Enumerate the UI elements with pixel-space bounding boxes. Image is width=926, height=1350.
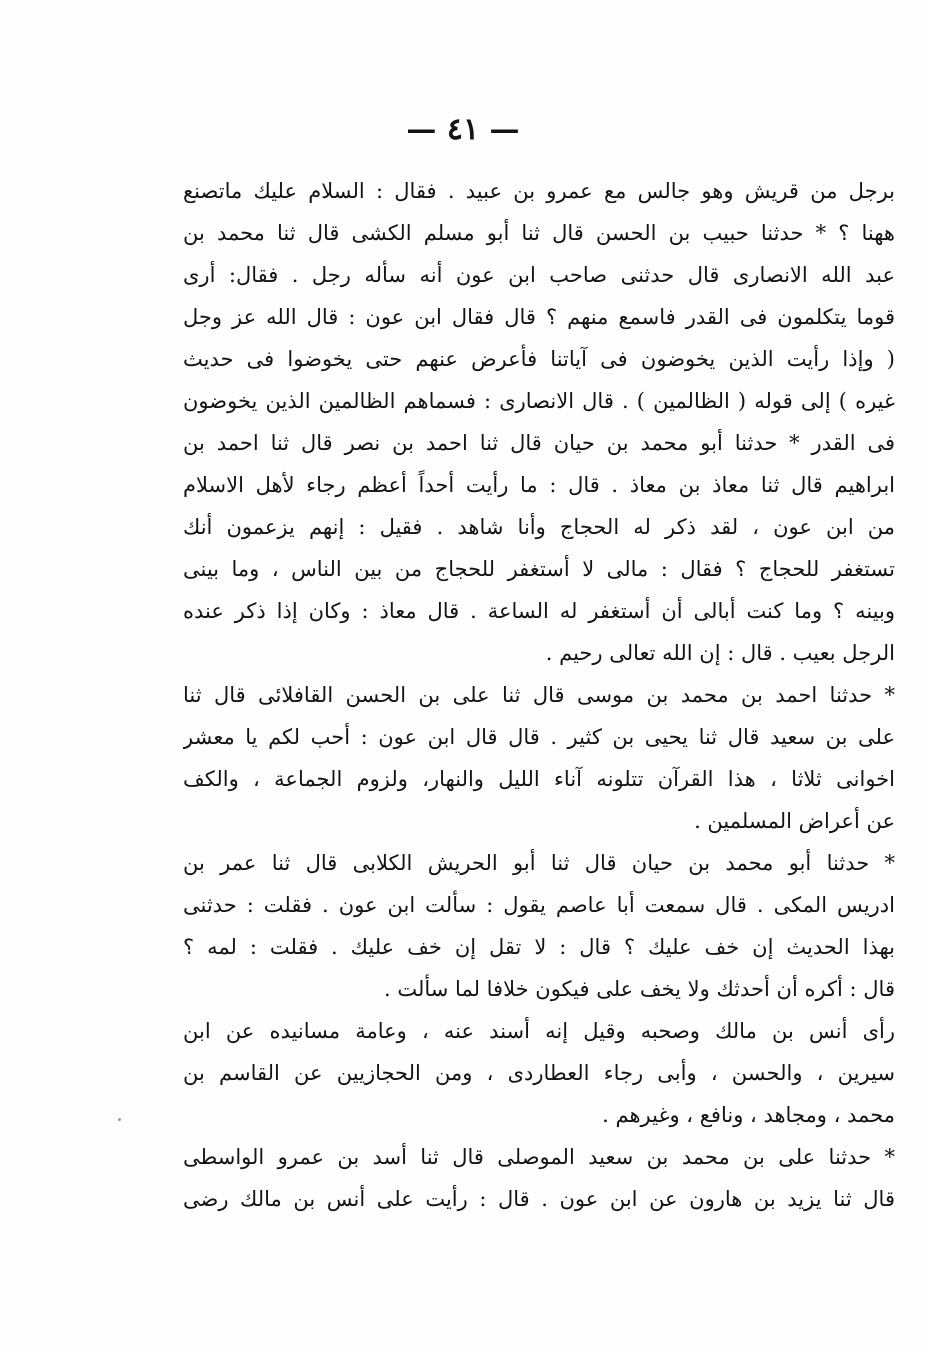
page-number: — ٤١ — [406, 112, 520, 147]
text-line: قال : أكره أن أحدثك ولا يخف على فيكون خلافا لما سألت . [384, 977, 895, 1001]
text-line: رأى أنس بن مالك وصحبه وقيل إنه أسند عنه ، وعامة مسانيده عن ابن [183, 1019, 895, 1043]
text-line: ابراهيم قال ثنا معاذ بن معاذ . قال : ما رأيت أحداً أعظم رجاء لأهل الاسلام [183, 473, 895, 497]
text-line: قال ثنا يزيد بن هارون عن ابن عون . قال : رأيت على أنس بن مالك رضى [183, 1187, 895, 1211]
text-line: برجل من قريش وهو جالس مع عمرو بن عبيد . فقال : السلام عليك ماتصنع [183, 179, 895, 203]
text-line: محمد ، ومجاهد ، ونافع ، وغيرهم . [602, 1103, 895, 1127]
text-line: على بن سعيد قال ثنا يحيى بن كثير . قال قال ابن عون : أحب لكم يا معشر [183, 725, 895, 749]
text-line: اخوانى ثلاثا ، هذا القرآن تتلونه آناء الليل والنهار، ولزوم الجماعة ، والكف [183, 767, 895, 791]
text-line: ( وإذا رأيت الذين يخوضون فى آياتنا فأعرض عنهم حتى يخوضوا فى حديث [183, 347, 895, 371]
arabic-text-body [183, 170, 895, 1220]
text-line: غيره ) إلى قوله ( الظالمين ) . قال الانصارى : فسماهم الظالمين الذين يخوضون [183, 389, 895, 413]
text-line: بهذا الحديث إن خف عليك ؟ قال : لا تقل إن خف عليك . فقلت : لمه ؟ [183, 935, 895, 959]
text-line: عبد الله الانصارى قال حدثنى صاحب ابن عون أنه سأله رجل . فقال: أرى [183, 263, 895, 287]
text-line: * حدثنا أبو محمد بن حيان قال ثنا أبو الحريش الكلابى قال ثنا عمر بن [183, 851, 895, 875]
text-line: * حدثنا احمد بن محمد بن موسى قال ثنا على بن الحسن القافلائى قال ثنا [183, 683, 895, 707]
text-line: فى القدر * حدثنا أبو محمد بن حيان قال ثنا احمد بن نصر قال ثنا احمد بن [183, 431, 895, 455]
text-line: ادريس المكى . قال سمعت أبا عاصم يقول : سألت ابن عون . فقلت : حدثنى [183, 893, 895, 917]
text-line: سيرين ، والحسن ، وأبى رجاء العطاردى ، ومن الحجازيين عن القاسم بن [183, 1061, 895, 1085]
text-line: ههنا ؟ * حدثنا حبيب بن الحسن قال ثنا أبو مسلم الكشى قال ثنا محمد بن [183, 221, 895, 245]
text-line: من ابن عون ، لقد ذكر له الحجاج وأنا شاهد . فقيل : إنهم يزعمون أنك [183, 515, 895, 539]
text-line: وبينه ؟ وما كنت أبالى أن أستغفر له الساعة . قال معاذ : وكان إذا ذكر عنده [183, 599, 895, 623]
text-line: تستغفر للحجاج ؟ فقال : مالى لا أستغفر للحجاج من بين الناس ، وما بينى [183, 557, 895, 581]
text-line: * حدثنا على بن محمد بن سعيد الموصلى قال ثنا أسد بن عمرو الواسطى [183, 1145, 895, 1169]
text-line: قوما يتكلمون فى القدر فاسمع منهم ؟ قال فقال ابن عون : قال الله عز وجل [183, 305, 895, 329]
text-line: عن أعراض المسلمين . [694, 809, 895, 833]
margin-speck [118, 1118, 121, 1121]
text-line: الرجل بعيب . قال : إن الله تعالى رحيم . [545, 641, 895, 665]
